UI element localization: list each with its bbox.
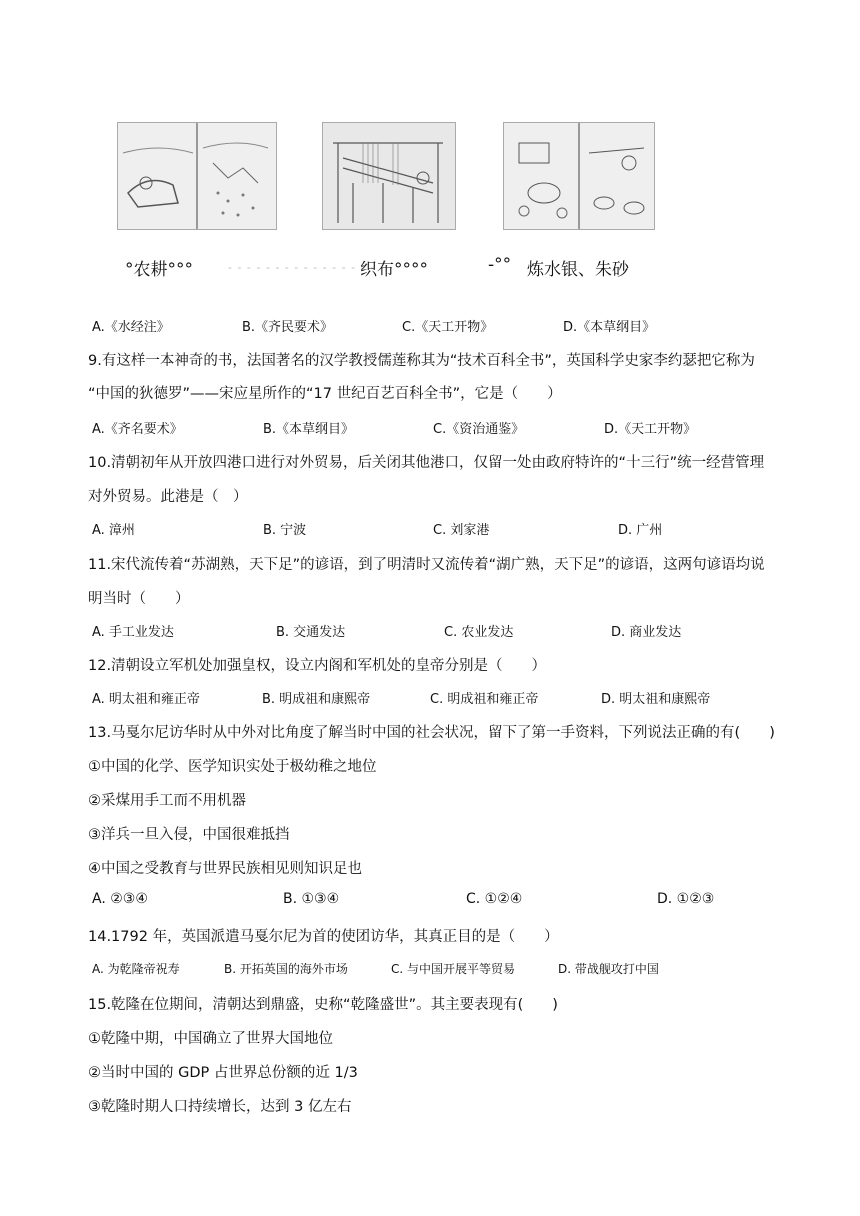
q13-option-a[interactable]: A. ②③④	[92, 891, 148, 907]
q12-stem: 12.清朝设立军机处加强皇权，设立内阁和军机处的皇帝分别是（ ）	[88, 658, 547, 674]
caption-farming: °农耕°°°	[125, 260, 193, 280]
q9-option-d[interactable]: D.《天工开物》	[604, 422, 697, 437]
q13-option-c[interactable]: C. ①②④	[466, 891, 523, 907]
q13-item-2: ②采煤用手工而不用机器	[88, 793, 246, 809]
q10-stem-line2: 对外贸易。此港是（ ）	[88, 489, 248, 505]
q9-stem-line2: “中国的狄德罗”——宋应星所作的“17 世纪百艺百科全书”，它是（ ）	[88, 386, 562, 402]
q12-option-c[interactable]: C. 明成祖和雍正帝	[430, 692, 539, 707]
q15-stem: 15.乾隆在位期间，清朝达到鼎盛，史称“乾隆盛世”。其主要表现有( )	[88, 997, 558, 1013]
caption-weaving: 织布°°°°	[360, 260, 428, 280]
q10-option-d[interactable]: D. 广州	[618, 523, 663, 538]
q11-option-d[interactable]: D. 商业发达	[611, 625, 682, 640]
q12-option-a[interactable]: A. 明太祖和雍正帝	[92, 692, 200, 707]
q13-stem: 13.马戛尔尼访华时从中外对比角度了解当时中国的社会状况，留下了第一手资料，下列说法正确的有( )	[88, 725, 775, 741]
q15-item-3: ③乾隆时期人口持续增长，达到 3 亿左右	[88, 1099, 352, 1115]
caption-dots: -°°	[488, 255, 512, 275]
q10-option-b[interactable]: B. 宁波	[263, 523, 307, 538]
q8-option-a[interactable]: A.《水经注》	[92, 320, 170, 335]
q11-stem-line1: 11.宋代流传着“苏湖熟，天下足”的谚语，到了明清时又流传着“湖广熟，天下足”的谚语，这两句谚语均说	[88, 557, 765, 573]
q11-stem-line2: 明当时（ ）	[88, 591, 190, 607]
q11-option-c[interactable]: C. 农业发达	[444, 625, 514, 640]
mercury-refining-illustration	[503, 122, 655, 230]
q8-option-c[interactable]: C.《天工开物》	[402, 320, 494, 335]
q9-option-b[interactable]: B.《本草纲目》	[263, 422, 355, 437]
caption-filler: - - - - - - - - - - - - - - - -	[228, 261, 375, 274]
q11-option-a[interactable]: A. 手工业发达	[92, 625, 174, 640]
q12-option-d[interactable]: D. 明太祖和康熙帝	[601, 692, 711, 707]
q10-option-a[interactable]: A. 漳州	[92, 523, 135, 538]
q14-option-b[interactable]: B. 开拓英国的海外市场	[224, 962, 348, 976]
q14-option-a[interactable]: A. 为乾隆帝祝寿	[92, 962, 180, 976]
q10-option-c[interactable]: C. 刘家港	[433, 523, 490, 538]
q10-stem-line1: 10.清朝初年从开放四港口进行对外贸易，后关闭其他港口，仅留一处由政府特许的“十三行”统一经营管理	[88, 455, 765, 471]
q11-option-b[interactable]: B. 交通发达	[276, 625, 346, 640]
q14-stem: 14.1792 年，英国派遣马戛尔尼为首的使团访华，其真正目的是（ ）	[88, 929, 559, 945]
q9-stem-line1: 9.有这样一本神奇的书，法国著名的汉学教授儒莲称其为“技术百科全书”，英国科学史家李约瑟把它称为	[88, 353, 755, 369]
q14-option-d[interactable]: D. 带战舰攻打中国	[558, 962, 659, 976]
farming-illustration	[117, 122, 277, 230]
q13-item-1: ①中国的化学、医学知识实处于极幼稚之地位	[88, 759, 377, 775]
q15-item-2: ②当时中国的 GDP 占世界总份额的近 1/3	[88, 1065, 358, 1081]
q8-option-d[interactable]: D.《本草纲目》	[563, 320, 656, 335]
caption-refining: 炼水银、朱砂	[527, 260, 629, 280]
q13-item-4: ④中国之受教育与世界民族相见则知识足也	[88, 861, 362, 877]
q13-item-3: ③洋兵一旦入侵，中国很难抵挡	[88, 827, 290, 843]
weaving-illustration	[322, 122, 456, 230]
q9-option-c[interactable]: C.《资治通鉴》	[433, 422, 525, 437]
q9-option-a[interactable]: A.《齐名要术》	[92, 422, 183, 437]
q12-option-b[interactable]: B. 明成祖和康熙帝	[262, 692, 371, 707]
q14-option-c[interactable]: C. 与中国开展平等贸易	[391, 962, 516, 976]
q8-option-b[interactable]: B.《齐民要术》	[242, 320, 334, 335]
q13-option-b[interactable]: B. ①③④	[283, 891, 340, 907]
q15-item-1: ①乾隆中期，中国确立了世界大国地位	[88, 1031, 333, 1047]
q13-option-d[interactable]: D. ①②③	[657, 891, 715, 907]
